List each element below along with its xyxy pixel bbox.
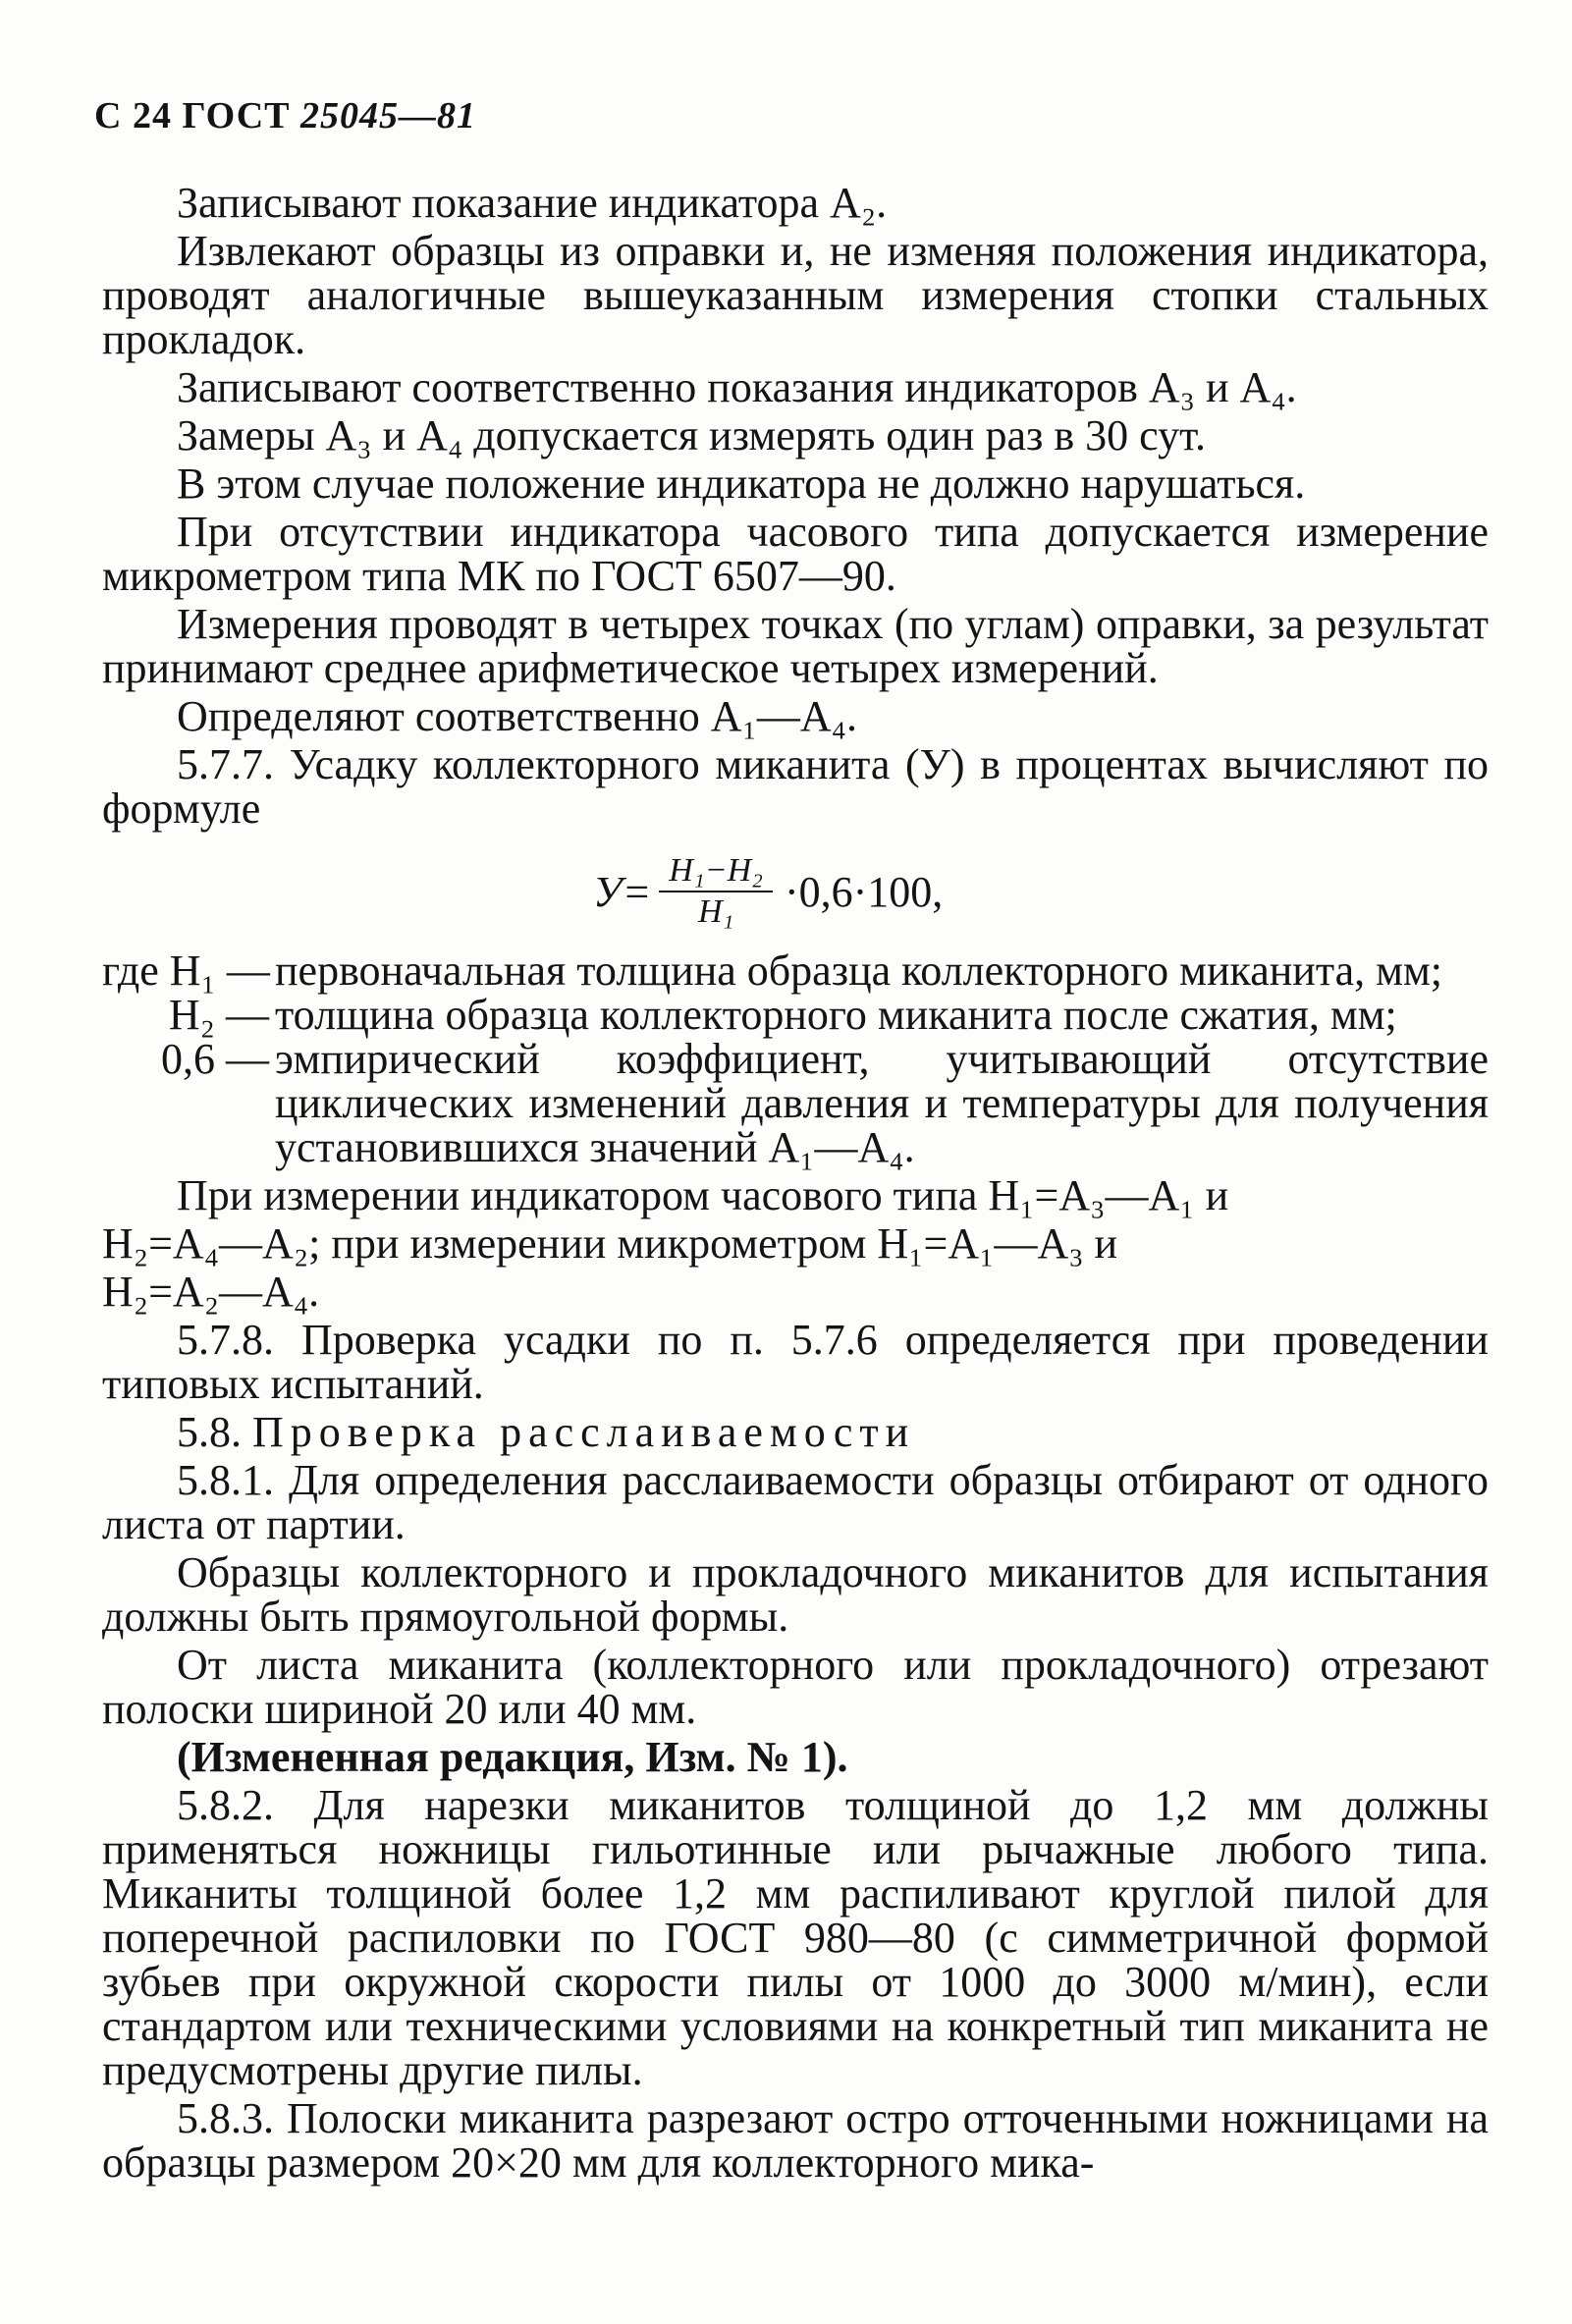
paragraph: Записывают показание индикатора A₂. — [177, 179, 888, 227]
amendment-note: (Измененная редакция, Изм. № 1). — [177, 1733, 848, 1781]
formula-numerator: H₁−H₂ — [659, 851, 773, 892]
paragraph: В этом случае положение индикатора не должно нарушаться. — [177, 459, 1306, 508]
definition-symbol: где H₁ — — [102, 946, 270, 995]
formula-lhs: У= — [593, 867, 652, 916]
clause-5-8-3: 5.8.3. Полоски миканита разрезают остро отточенными ножницами на образцы размером 20×20 мм для коллекторного мика- — [102, 2094, 1489, 2187]
section-title: Проверка расслаиваемости — [252, 1408, 916, 1456]
definition-text: первоначальная толщина образца коллекторного миканита, мм; — [275, 946, 1443, 995]
paragraph: Определяют соответственно A₁—A₄. — [177, 692, 858, 740]
paragraph: От листа миканита (коллекторного или прокладочного) отрезают полоски шириной 20 или 40 мм. — [102, 1641, 1489, 1733]
page-number: С 24 — [94, 95, 172, 136]
formula-rhs: ·0,6·100, — [785, 867, 944, 916]
formula-denominator: H₁ — [697, 893, 734, 930]
paragraph: Извлекают образцы из оправки и, не изменяя положения индикатора, проводят аналогичные вышеуказанным измерения стопки стальных прокладок. — [102, 227, 1489, 363]
shrinkage-formula — [593, 844, 1489, 939]
variable-definitions — [102, 948, 1489, 1169]
definition-text: толщина образца коллекторного миканита после сжатия, мм; — [275, 991, 1397, 1039]
clause-5-7-8: 5.7.8. Проверка усадки по п. 5.7.6 определяется при проведении типовых испытаний. — [102, 1316, 1489, 1408]
definition-text: эмпирический коэффициент, учитывающий отсутствие циклических изменений давления и температуры для получения установившихся значений A₁—A₄. — [275, 1035, 1489, 1171]
paragraph: Записывают соответственно показания индикаторов A₃ и A₄. — [177, 363, 1297, 411]
clause-5-7-7: 5.7.7. Усадку коллекторного миканита (У) в процентах вычисляют по формуле — [102, 740, 1489, 833]
standard-number: 25045—81 — [300, 95, 476, 136]
measurement-line: H₂=A₄—A₂; при измерении микрометром H₁=A₁—A₃ и — [102, 1219, 1118, 1268]
formula-fraction — [659, 851, 773, 932]
definition-symbol: H₂ — — [168, 991, 269, 1039]
page-header — [94, 94, 476, 137]
measurement-line: При измерении индикатором часового типа H₁=A₃—A₁ и — [177, 1171, 1229, 1219]
paragraph: Образцы коллекторного и прокладочного миканитов для испытания должны быть прямоугольной формы. — [102, 1548, 1489, 1641]
paragraph: Измерения проводят в четырех точках (по углам) оправки, за результат принимают среднее арифметическое четырех измерений. — [102, 600, 1489, 692]
section-number: 5.8. — [177, 1408, 242, 1456]
section-heading — [102, 1410, 1489, 1454]
paragraph: Замеры A₃ и A₄ допускается измерять один раз в 30 сут. — [177, 411, 1207, 459]
clause-5-8-2: 5.8.2. Для нарезки миканитов толщиной до 1,2 мм должны применяться ножницы гильотинные или рычажные любого типа. Миканиты толщиной более 1,2 мм распиливают круглой пилой для поперечной распиловки по ГОСТ 980—80 (с симметричной формой зубьев при окружной скорости пилы от 1000 до 3000 м/мин), если стандартом или техническими условиями на конкретный тип миканита не предусмотрены другие пилы. — [102, 1781, 1489, 2094]
measurement-line: H₂=A₂—A₄. — [102, 1268, 320, 1316]
clause-5-8-1: 5.8.1. Для определения расслаиваемости образцы отбирают от одного листа от партии. — [102, 1456, 1489, 1548]
definition-symbol: 0,6 — — [161, 1035, 269, 1083]
standard-name: ГОСТ — [182, 95, 291, 136]
paragraph: При отсутствии индикатора часового типа допускается измерение микрометром типа МК по ГОСТ 6507—90. — [102, 508, 1489, 600]
document-body — [102, 181, 1489, 2189]
